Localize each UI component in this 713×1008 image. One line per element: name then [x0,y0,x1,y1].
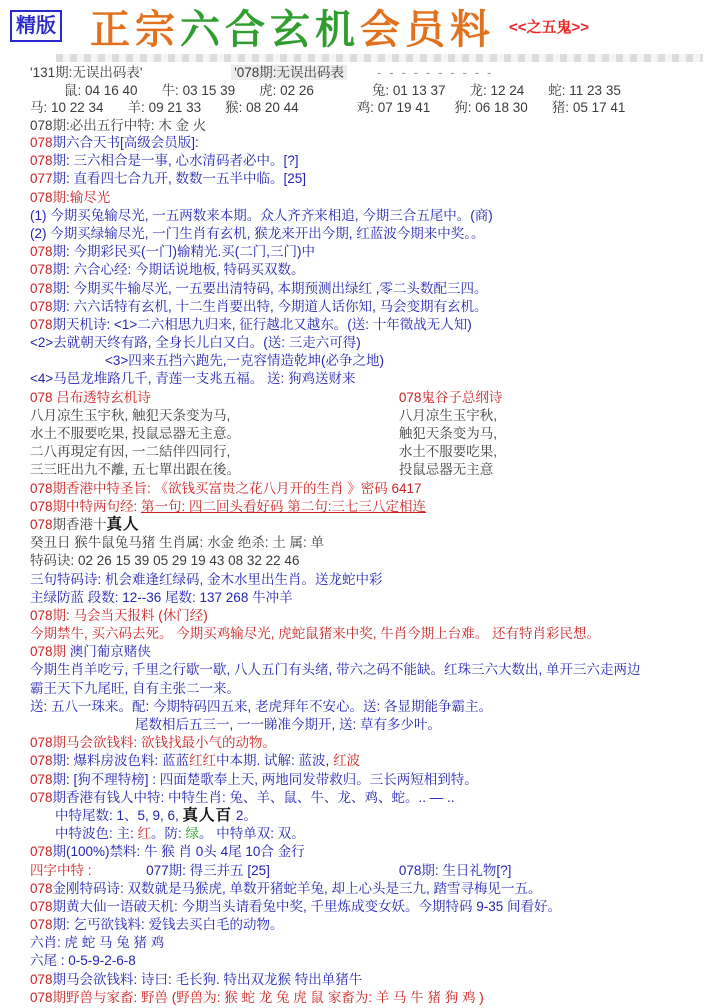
text-segment: 078 [30,898,53,914]
label-left: '131期:无误出码表' [30,65,143,80]
title-char: 会 [360,6,405,52]
text-line [30,898,713,916]
text-segment: 。防: [151,826,186,842]
zodiac-cell: 马: 10 22 34 [30,100,104,115]
text-segment: 红 [137,826,152,842]
text-column [30,407,399,425]
text-segment: <2>去就朝天终有路, 全身长儿白又白。(送: 三走六可得) [30,335,361,351]
title-char: 六 [180,6,225,52]
text-segment: 期六合天书[高级会员版]: [52,135,199,150]
text-segment: 期: 今期彩民买(一门)输精光.买(二门,三门)中 [52,244,316,260]
text-segment: 真人 [106,515,140,533]
text-segment: <3>四来五挡六跑先,一克容情造乾坤(必争之地) [105,353,385,369]
text-segment: 期: 直看四七合九开, 数数一五半中临。[25] [52,171,307,187]
text-segment: (2) 今期买绿输尽光, 一门生肖有玄机, 猴龙来开出今期, 红蓝波今期来中奖。。 [30,225,485,241]
text-segment: 077 [30,171,53,187]
text-column [30,425,399,443]
text-column [399,443,497,461]
text-segment: 078期: 生日礼物[?] [398,862,512,878]
text-line [30,934,713,952]
text-column [30,443,399,461]
text-column [399,862,512,880]
text-segment: 尾数相后五三一, 一一睇准今期开, 送: 草有多少叶。 [135,717,442,732]
text-segment: 二八再現定有因, 一二結伴四同行, [30,444,231,460]
text-line [30,952,713,970]
content-lines [0,134,713,1007]
text-column [146,862,399,880]
text-line [30,352,713,370]
text-segment: 078 [30,280,53,296]
text-column [399,407,497,425]
text-column [399,389,503,407]
text-segment: 期(100%)禁料: 牛 猴 肖 0头 4尾 10合 金行 [52,844,305,860]
text-segment: 078 [30,244,53,260]
text-line [30,316,713,334]
text-segment: 078 [30,262,53,278]
text-segment: 078期野兽与家畜: 野兽 (野兽为: 猴 蛇 龙 兔 虎 鼠 家畜为: 羊 马 牛 猪 狗 鸡 ) [30,989,484,1005]
text-segment: 078 [30,153,53,169]
text-line [30,207,713,225]
text-line [30,843,713,861]
text-segment: 078 [30,917,53,933]
text-segment: 真人百 [182,806,233,824]
text-line [30,425,713,443]
title-subtitle: <<之五鬼>> [509,18,590,36]
title-char: 机 [315,6,360,52]
text-segment: 期: 乞丐欲钱料: 爱钱去买白毛的动物。 [52,917,284,933]
text-line [30,189,713,207]
text-column [30,461,399,479]
zodiac-cell: 狗: 06 18 30 [454,100,528,115]
zodiac-cell: 鼠: 04 16 40 [64,82,138,98]
text-segment: 078 [30,971,53,987]
text-line [30,971,713,989]
table-label-row [0,64,713,82]
zodiac-cell: 猪: 05 17 41 [551,100,626,115]
text-line [30,170,713,188]
text-line [30,643,713,661]
text-line [30,734,713,752]
text-line [30,389,713,407]
text-segment: 投鼠忌器无主意 [398,462,494,478]
text-segment: 三三旺出九不離, 五七單出跟在後。 [30,462,241,478]
text-segment: 期香港有钱人中特: 中特生肖: 兔、羊、鼠、牛、龙、鸡、蛇。.. — .. [52,789,455,805]
text-segment: 期: 今期买牛输尽光, 一五要出清特码, 本期预测出绿红 ,零二头数配三四。 [52,280,488,296]
text-line [30,243,713,261]
text-line [30,916,713,934]
text-segment: 中特尾数: 1、5, 9, 6, [55,807,183,823]
text-line [30,880,713,898]
zodiac-cell: 兔: 01 13 37 [371,82,446,98]
text-line [30,661,713,679]
zodiac-cell: 猴: 08 20 44 [225,100,299,115]
text-segment: 078期马会欲钱料: 欲钱找最小气的动物。 [30,735,277,751]
text-segment: 078期香港中特圣旨: 《欲钱买富贵之花八月开的生肖 》密码 6417 [30,480,422,496]
text-segment: 六尾 : 0-5-9-2-6-8 [30,953,136,969]
text-line [30,825,713,843]
text-line [30,698,713,716]
text-line [30,989,713,1007]
text-segment: 期: 六合心经: 今期话说地板, 特码买双数。 [52,262,305,278]
text-segment: 078 [30,135,53,150]
text-segment: 中本期. 试解: 蓝波, [216,753,334,769]
text-line [30,407,713,425]
zodiac-cell: 龙: 12 24 [469,82,525,98]
text-column [399,425,497,443]
text-line [30,334,713,352]
text-segment: 078 [30,298,53,314]
title-char: 料 [450,6,495,52]
text-line [30,716,713,734]
text-segment: 078 [30,789,53,805]
text-segment: 主绿防蓝 段数: 12--36 尾数: 137 268 牛冲羊 [30,589,293,605]
text-line [30,225,713,243]
text-segment: <4>马邑龙堆路几千, 青莲一支兆五福。 送: 狗鸡送财来 [30,371,356,387]
zodiac-cell: 鸡: 07 19 41 [356,100,431,115]
text-segment: 霸王天下九尾旺, 自有主张二一来。 [30,680,241,696]
text-segment: 特码诀: 02 26 15 39 05 29 19 43 08 32 22 46 [30,553,300,569]
text-segment: 红红 [189,753,217,769]
text-segment: 078 [30,316,53,332]
text-line [30,280,713,298]
text-line [30,261,713,279]
text-segment: 四字中特 : [30,862,92,878]
text-segment: 078 [30,880,53,896]
text-segment: 期: [狗不理特榜] : 四面楚歌奉上天, 两地同发带救归。三长两短相到特。 [52,771,478,787]
zodiac-row [0,99,713,117]
text-segment: 期天机诗: <1>二六相思九归来, 征行越北又越东。(送: 十年徵战无人知) [52,316,472,332]
zodiac-cell: 牛: 03 15 39 [161,82,236,98]
text-segment: 红波 [333,753,361,769]
text-segment: 今期禁牛, 买六码去死。 今期买鸡输尽光, 虎蛇鼠猪来中奖, 牛肖今期上台难。 还有特肖彩民想。 [30,626,601,642]
text-segment: 078期 [30,644,70,660]
label-dashes: - - - - - - - - - - [376,65,494,80]
title-char: 宗 [135,6,180,52]
title-char: 正 [90,6,135,52]
text-segment: 八月凉生玉宇秋, 触犯天条变为马, [30,407,231,423]
text-line [30,571,713,589]
text-segment: 第一句: 四二回头看好码 第二句:三七三八定相连 [141,498,427,514]
text-segment: 中特波色: 主: [55,826,138,842]
text-line [30,771,713,789]
text-segment: 八月凉生玉宇秋, [398,407,498,423]
top-table [0,64,713,134]
text-segment: 今期生肖羊吃亏, 千里之行歇一歇, 八人五门有头绪, 带六之码不能缺。红珠三六大数出, 单开三六走两边 [30,662,641,678]
text-line [30,443,713,461]
text-segment: 。 中特单双: 双。 [199,826,305,842]
text-line [30,134,713,152]
text-line [30,607,713,625]
text-line [30,862,713,880]
text-column [30,862,146,880]
text-segment: 078 [30,844,53,860]
text-column [399,461,494,479]
text-line [30,298,713,316]
text-line [30,480,713,498]
edition-badge: 精版 [10,10,62,42]
text-line [30,152,713,170]
text-line [30,752,713,770]
zodiac-cell: 蛇: 11 23 35 [548,82,621,98]
text-line [30,370,713,388]
text-segment: 送: 五八一珠来。配: 今期特码四五来, 老虎拜年不安心。送: 各显期能争霸主。 [30,698,493,714]
text-line [30,807,713,825]
text-segment: 078 [30,516,53,532]
text-segment: 六肖: 虎 蛇 马 兔 猪 鸡 [30,935,165,951]
text-segment: 金刚特码诗: 双数就是马猴虎, 单数开猪蛇羊兔, 却上心头是三九, 踏雪寻梅见一五。 [52,880,542,896]
text-segment: 触犯天条变为马, [398,426,498,441]
text-segment: 期香港十 [52,516,107,532]
text-segment: 绿 [185,826,200,842]
text-line [30,589,713,607]
text-line [30,552,713,570]
text-segment: 078 [30,753,53,769]
title-char: 员 [405,6,450,52]
text-line [30,516,713,534]
text-segment: 2。 [232,807,257,823]
text-line [30,789,713,807]
page-title [90,0,495,55]
text-line [30,680,713,698]
text-segment: 078期:输尽光 [30,189,111,205]
text-segment: (1) 今期买兔输尽光, 一五两数来本期。众人齐齐来相追, 今期三合五尾中。(商) [30,207,493,223]
text-segment: 078期: 马会当天报料 (休门经) [30,607,208,623]
text-line [30,625,713,643]
five-elements-line: 078期:必出五行中特: 木 金 火 [30,117,207,133]
header [0,0,713,52]
text-segment: 078 [30,771,53,787]
text-segment: 水土不服要吃果, [398,444,498,460]
text-segment: 期: 三六相合是一事, 心水清码者必中。[?] [52,153,299,169]
text-segment: 三句特码诗: 机会难逢红绿码, 金木水里出生肖。送龙蛇中彩 [30,571,383,587]
text-segment: 期黄大仙一语破天机: 今期当头请看兔中奖, 千里炼成变女妖。今期特码 9-35 间看好。 [52,898,562,914]
text-segment: 期: 六六话特有玄机, 十二生肖要出特, 今期道人话你知, 马会变期有玄机。 [52,298,488,314]
divider-strip [56,54,703,62]
label-right: '078期:无误出码表 [231,65,347,80]
text-segment: 期: 爆料房波色料: 蓝蓝 [52,753,190,769]
text-segment: 澳门葡京赌侠 [69,644,151,660]
title-char: 玄 [270,6,315,52]
text-column [30,389,399,407]
zodiac-row [0,82,713,100]
text-segment: 期马会欲钱料: 诗曰: 毛长狗. 特出双龙猴 特出单猪牛 [52,971,363,987]
text-line [30,461,713,479]
zodiac-cell: 虎: 02 26 [259,82,314,98]
text-segment: 078 吕布透特玄机诗 [30,389,151,405]
text-line [30,534,713,552]
zodiac-cell: 羊: 09 21 33 [127,100,202,115]
text-segment: 癸丑日 猴牛鼠兔马猪 生肖属: 水金 绝杀: 土 属: 单 [30,535,325,551]
text-segment: 水土不服要吃果, 投鼠忌器无主意。 [30,426,241,441]
text-line [30,498,713,516]
text-segment: 078期中特两句经: [30,498,142,514]
title-char: 合 [225,6,270,52]
text-segment: 077期: 得三并五 [25] [146,862,270,878]
text-segment: 078鬼谷子总纲诗 [398,389,503,405]
